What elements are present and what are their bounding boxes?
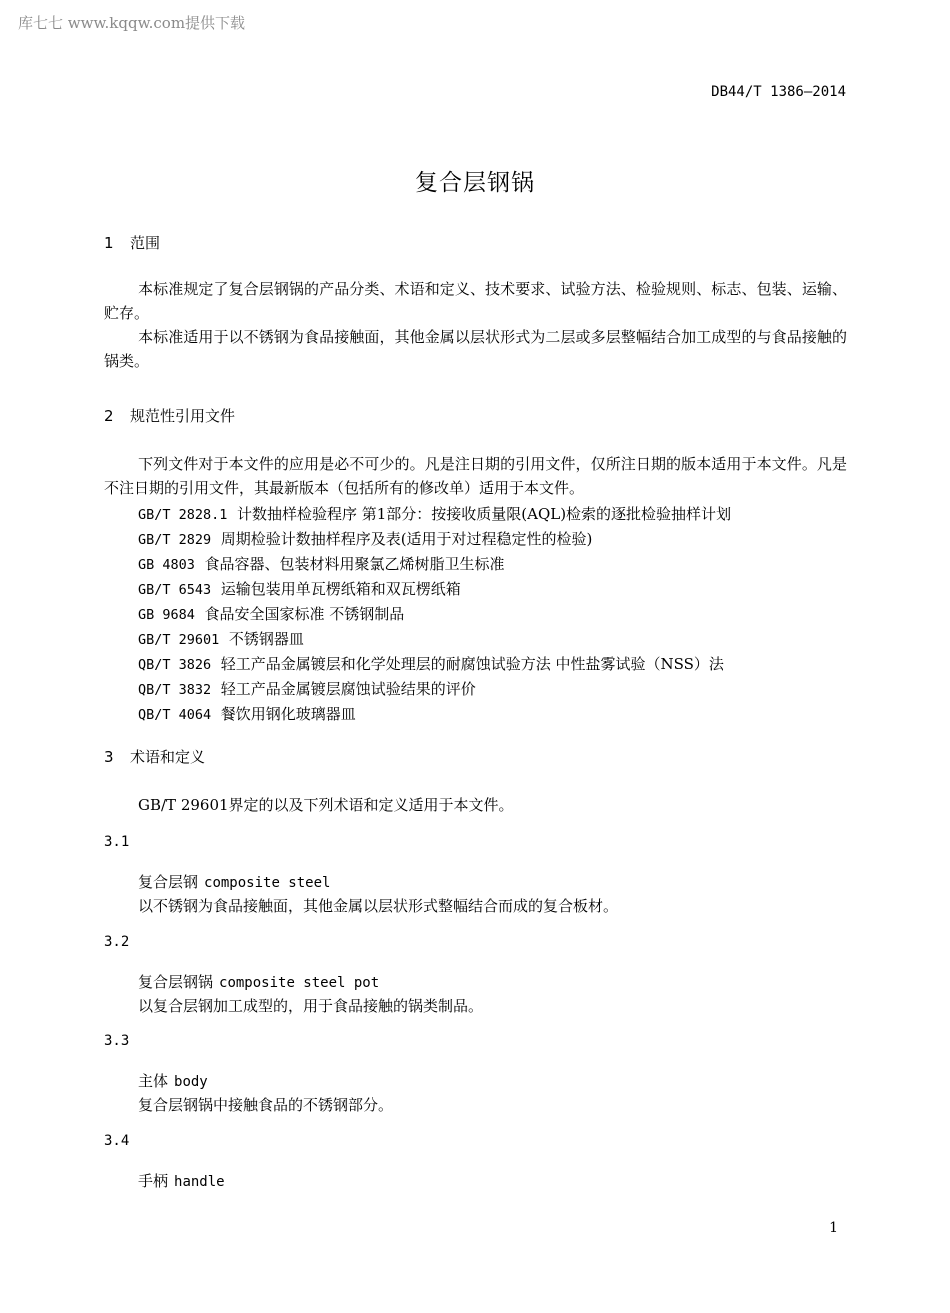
term-definition: 复合层钢锅中接触食品的不锈钢部分。 <box>138 1096 394 1114</box>
section-2-heading <box>104 405 235 426</box>
term-heading: 主体 body <box>138 1072 208 1090</box>
section-number: 2 <box>104 407 114 425</box>
section-title: 术语和定义 <box>130 748 206 766</box>
reference-item: GB/T 2829 周期检验计数抽样程序及表(适用于对过程稳定性的检验) <box>138 530 593 548</box>
reference-item: GB 4803 食品容器、包装材料用聚氯乙烯树脂卫生标准 <box>138 555 505 573</box>
term-number: 3.1 <box>104 834 130 850</box>
term-heading: 手柄 handle <box>138 1172 225 1190</box>
section-2-intro: 下列文件对于本文件的应用是必不可少的。凡是注日期的引用文件，仅所注日期的版本适用于本文件。凡是不注日期的引用文件，其最新版本（包括所有的修改单）适用于本文件。 <box>104 455 847 497</box>
section-title: 规范性引用文件 <box>130 407 236 425</box>
section-number: 1 <box>104 234 114 252</box>
normative-references-list <box>138 502 731 727</box>
section-1-heading <box>104 232 160 253</box>
term-number: 3.4 <box>104 1133 130 1149</box>
section-3-intro: GB/T 29601界定的以及下列术语和定义适用于本文件。 <box>138 796 514 814</box>
reference-item: QB/T 3826 轻工产品金属镀层和化学处理层的耐腐蚀试验方法 中性盐雾试验（NSS）法 <box>138 655 724 673</box>
document-title: 复合层钢锅 <box>415 170 535 196</box>
page-number: 1 <box>829 1220 838 1236</box>
term-definition: 以不锈钢为食品接触面，其他金属以层状形式整幅结合而成的复合板材。 <box>138 897 619 915</box>
term-definition: 以复合层钢加工成型的，用于食品接触的锅类制品。 <box>138 997 484 1015</box>
reference-item: QB/T 4064 餐饮用钢化玻璃器皿 <box>138 705 356 723</box>
reference-item: GB 9684 食品安全国家标准 不锈钢制品 <box>138 605 405 623</box>
section-title: 范围 <box>130 234 161 252</box>
reference-item: GB/T 29601 不锈钢器皿 <box>138 630 304 648</box>
term-heading: 复合层钢 composite steel <box>138 873 331 891</box>
watermark: 库七七 www.kqqw.com提供下载 <box>18 14 246 32</box>
term-number: 3.3 <box>104 1033 130 1049</box>
section-3-heading <box>104 746 205 767</box>
section-1-paragraph-2: 本标准适用于以不锈钢为食品接触面，其他金属以层状形式为二层或多层整幅结合加工成型的与食品接触的锅类。 <box>104 328 847 370</box>
reference-item: GB/T 6543 运输包装用单瓦楞纸箱和双瓦楞纸箱 <box>138 580 461 598</box>
term-number: 3.2 <box>104 934 130 950</box>
standard-number: DB44/T 1386—2014 <box>711 84 846 100</box>
section-1-paragraph-1: 本标准规定了复合层钢锅的产品分类、术语和定义、技术要求、试验方法、检验规则、标志、包装、运输、贮存。 <box>104 280 847 322</box>
term-heading: 复合层钢锅 composite steel pot <box>138 973 380 991</box>
reference-item: QB/T 3832 轻工产品金属镀层腐蚀试验结果的评价 <box>138 680 476 698</box>
reference-item: GB/T 2828.1 计数抽样检验程序 第1部分：按接收质量限(AQL)检索的逐批检验抽样计划 <box>138 505 732 523</box>
section-number: 3 <box>104 748 114 766</box>
